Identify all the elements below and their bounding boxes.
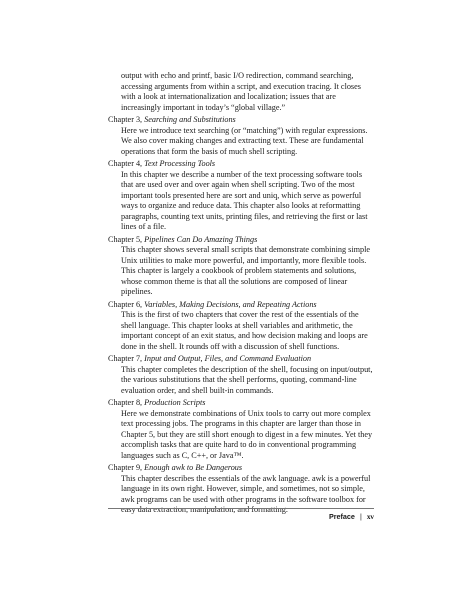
chapter-label: Chapter 8,: [108, 398, 143, 407]
chapter-title: Input and Output, Files, and Command Evaluation: [144, 354, 312, 363]
chapter-entry-8: [108, 398, 374, 461]
chapter-description: This chapter completes the description of the shell, focusing on input/output, the various substitutions that the shell performs, quoting, command-line evaluation order, and shell built-in commands.: [121, 364, 373, 395]
chapter-label: Chapter 6,: [108, 299, 143, 309]
footer-separator: |: [359, 512, 362, 521]
chapter-title: Enough awk to Be Dangerous: [144, 463, 243, 472]
chapter-heading: [108, 354, 374, 365]
chapter-heading: [108, 235, 374, 246]
chapter-label: Chapter 9,: [108, 463, 143, 472]
chapter-heading: [108, 115, 374, 126]
chapter-title: Searching and Substitutions: [144, 115, 236, 124]
footer-section-title: Preface: [328, 512, 355, 521]
chapter-title: Variables, Making Decisions, and Repeating Actions: [144, 299, 317, 309]
chapter-title: Text Processing Tools: [144, 159, 216, 168]
chapter-description: This is the first of two chapters that cover the rest of the essentials of the shell language. This chapter looks at shell variables and arithmetic, the important concept of an exit status, and how decision making and loops are done in the shell. It rounds off with a discussion of shell functions.: [121, 310, 368, 351]
intro-paragraph: output with echo and printf, basic I/O redirection, command searching, accessing arguments from within a script, and execution tracing. It closes with a look at internationalization and localization; issues that are increasingly important in today’s “global village.”: [121, 71, 361, 112]
chapter-heading: [108, 463, 374, 474]
chapter-description: This chapter shows several small scripts that demonstrate combining simple Unix utilities to make more powerful, and importantly, more flexible tools. This chapter is largely a cookbook of problem statements and solutions, whose common theme is that all the solutions are composed of linear pipelines.: [121, 245, 370, 296]
page-number: xv: [366, 513, 374, 521]
chapter-entry-5: [108, 235, 374, 298]
chapter-label: Chapter 3,: [108, 115, 143, 124]
chapter-entry-4: [108, 159, 374, 233]
page-footer: [329, 512, 374, 522]
footer-divider: [108, 508, 374, 509]
chapter-entry-3: [108, 115, 374, 157]
chapter-title: Pipelines Can Do Amazing Things: [144, 234, 258, 244]
chapter-description: This chapter describes the essentials of the awk language. awk is a powerful language in its own right. However, simple, and sometimes, not so simple, awk programs can be used with other programs in the software toolbox for easy data extraction, manipulation, and formatting.: [121, 473, 371, 514]
chapter-description: In this chapter we describe a number of the text processing software tools that are used over and over again when shell scripting. Two of the most important tools presented here are sort and uniq, which serve as powerful ways to organize and reduce data. This chapter also looks at reformatting paragraphs, counting text units, printing files, and retrieving the first or last lines of a file.: [121, 169, 368, 231]
chapter-entry-7: [108, 354, 374, 396]
chapter-title: Production Scripts: [144, 398, 206, 407]
chapter-label: Chapter 7,: [108, 354, 143, 363]
chapter-heading: [108, 159, 374, 170]
chapter-description: Here we introduce text searching (or “matching”) with regular expressions. We also cover making changes and extracting text. These are fundamental operations that form the basis of much shell scripting.: [121, 125, 368, 156]
chapter-label: Chapter 4,: [108, 159, 143, 168]
chapter-label: Chapter 5,: [108, 234, 143, 244]
chapter-entry-6: [108, 300, 374, 353]
chapter-heading: [108, 398, 374, 409]
page-body: [108, 71, 374, 516]
chapter-heading: [108, 300, 374, 311]
chapter-description: Here we demonstrate combinations of Unix tools to carry out more complex text processing jobs. The programs in this chapter are larger than those in Chapter 5, but they are still short enough to digest in a few minutes. Yet they accomplish tasks that are quite hard to do in conventional programming languages such as C, C++, or Java™.: [121, 408, 373, 460]
